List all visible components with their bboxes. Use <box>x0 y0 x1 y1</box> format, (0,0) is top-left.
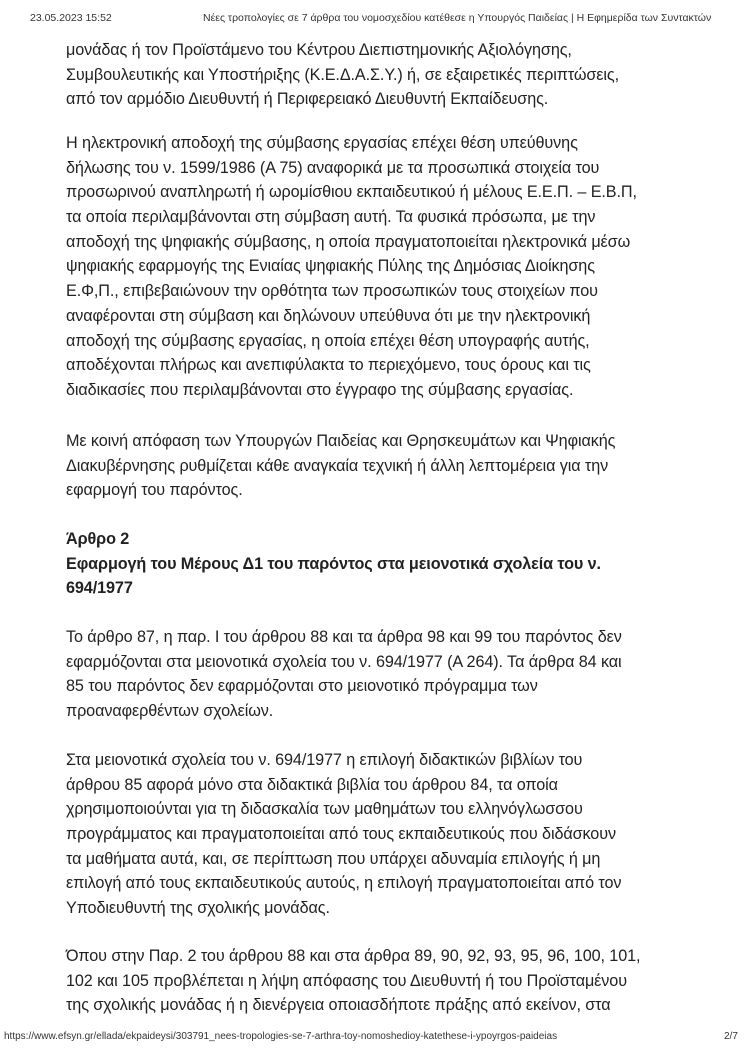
article-title-line: 694/1977 <box>66 579 133 598</box>
text-line: τα μαθήματα αυτά, και, σε περίπτωση που υπάρχει αδυναμία επιλογής ή μη <box>66 849 601 868</box>
text-line: Υποδιευθυντή της σχολικής μονάδας. <box>66 899 330 918</box>
text-line: Το άρθρο 87, η παρ. Ι του άρθρου 88 και τα άρθρα 98 και 99 του παρόντος δεν <box>66 628 622 646</box>
text-line: χρησιμοποιούνται για τη διδασκαλία των μαθημάτων του ελληνόγλωσσου <box>66 800 583 819</box>
text-line: Στα μειονοτικά σχολεία του ν. 694/1977 η επιλογή διδακτικών βιβλίων του <box>66 751 583 769</box>
text-line: επιλογή από τους εκπαιδευτικούς αυτούς, η επιλογή πραγματοποιείται από τον <box>66 874 622 893</box>
print-url: https://www.efsyn.gr/ellada/ekpaideysi/303791_nees-tropologies-se-7-arthra-toy-nomoshedioy-katethese-i-ypoyrgos-paideias <box>4 1031 558 1042</box>
paragraph <box>66 131 706 403</box>
text-line: ψηφιακής εφαρμογής της Ενιαίας ψηφιακής Πύλης της Δημόσιας Διοίκησης <box>66 257 595 276</box>
text-line: Όπου στην Παρ. 2 του άρθρου 88 και στα άρθρα 89, 90, 92, 93, 95, 96, 100, 101, <box>66 947 641 965</box>
paragraph <box>66 625 706 724</box>
text-line: από τον αρμόδιο Διευθυντή ή Περιφερειακό Διευθυντή Εκπαίδευσης. <box>66 90 549 109</box>
print-page-number: 2/7 <box>724 1031 738 1042</box>
text-line: της σχολικής μονάδας ή η διενέργεια οποιασδήποτε πράξης από εκείνον, στα <box>66 996 611 1015</box>
text-line: διαδικασίες που περιλαμβάνονται στο έγγραφο της σύμβασης εργασίας. <box>66 380 574 399</box>
text-line: 102 και 105 προβλέπεται η λήψη απόφασης του Διευθυντή ή του Προϊσταμένου <box>66 971 627 990</box>
text-line: Με κοινή απόφαση των Υπουργών Παιδείας και Θρησκευμάτων και Ψηφιακής <box>66 432 616 450</box>
text-line: 85 του παρόντος δεν εφαρμόζονται στο μειονοτικό πρόγραμμα των <box>66 677 538 696</box>
paragraph <box>66 944 706 1018</box>
text-line: αποδέχονται πλήρως και ανεπιφύλακτα το περιεχόμενο, τους όρους και τις <box>66 356 591 375</box>
text-line: Συμβουλευτικής και Υποστήριξης (Κ.Ε.Δ.Α.Σ.Υ.) ή, σε εξαιρετικές περιπτώσεις, <box>66 65 620 84</box>
article-title-line: Εφαρμογή του Μέρους Δ1 του παρόντος στα μειονοτικά σχολεία του ν. <box>66 554 601 573</box>
print-datetime: 23.05.2023 15:52 <box>30 12 112 24</box>
text-line: εφαρμογή του παρόντος. <box>66 481 243 500</box>
text-line: προαναφερθέντων σχολείων. <box>66 702 274 721</box>
text-line: αποδοχή της ψηφιακής σύμβασης, η οποία πραγματοποιείται ηλεκτρονικά μέσω <box>66 232 631 251</box>
text-line: Η ηλεκτρονική αποδοχή της σύμβασης εργασίας επέχει θέση υπεύθυνης <box>66 134 578 152</box>
text-line: προγράμματος και πραγματοποιείται από τους εκπαιδευτικούς που διδάσκουν <box>66 825 616 844</box>
article-number: Άρθρο 2 <box>66 530 130 548</box>
text-line: δήλωσης του ν. 1599/1986 (Α 75) αναφορικά με τα προσωπικά στοιχεία του <box>66 158 600 177</box>
article-heading <box>66 527 706 601</box>
paragraph <box>66 38 706 112</box>
text-line: άρθρου 85 αφορά μόνο στα διδακτικά βιβλία του άρθρου 84, τα οποία <box>66 775 558 794</box>
paragraph <box>66 429 706 503</box>
print-page-title: Νέες τροπολογίες σε 7 άρθρα του νομοσχεδίου κατέθεσε η Υπουργός Παιδείας | Η Εφημερίδα των Συντακτών <box>203 12 712 24</box>
text-line: Ε.Φ,Π., επιβεβαιώνουν την ορθότητα των προσωπικών τους στοιχείων που <box>66 282 598 301</box>
text-line: μονάδας ή τον Προϊστάμενο του Κέντρου Διεπιστημονικής Αξιολόγησης, <box>66 41 572 59</box>
text-line: αναφέρονται στη σύμβαση και δηλώνουν υπεύθυνα ότι με την ηλεκτρονική <box>66 306 591 325</box>
text-line: προσωρινού αναπληρωτή ή ωρομίσθιου εκπαιδευτικού ή μέλους Ε.Ε.Π. – Ε.Β.Π, <box>66 183 637 202</box>
text-line: τα οποία περιλαμβάνονται στη σύμβαση αυτή. Τα φυσικά πρόσωπα, με την <box>66 208 596 227</box>
text-line: εφαρμόζονται στα μειονοτικά σχολεία του ν. 694/1977 (Α 264). Τα άρθρα 84 και <box>66 652 622 671</box>
text-line: Διακυβέρνησης ρυθμίζεται κάθε αναγκαία τεχνική ή άλλη λεπτομέρεια για την <box>66 456 609 475</box>
paragraph <box>66 748 706 921</box>
text-line: αποδοχή της σύμβασης εργασίας, η οποία επέχει θέση υπογραφής αυτής, <box>66 331 590 350</box>
